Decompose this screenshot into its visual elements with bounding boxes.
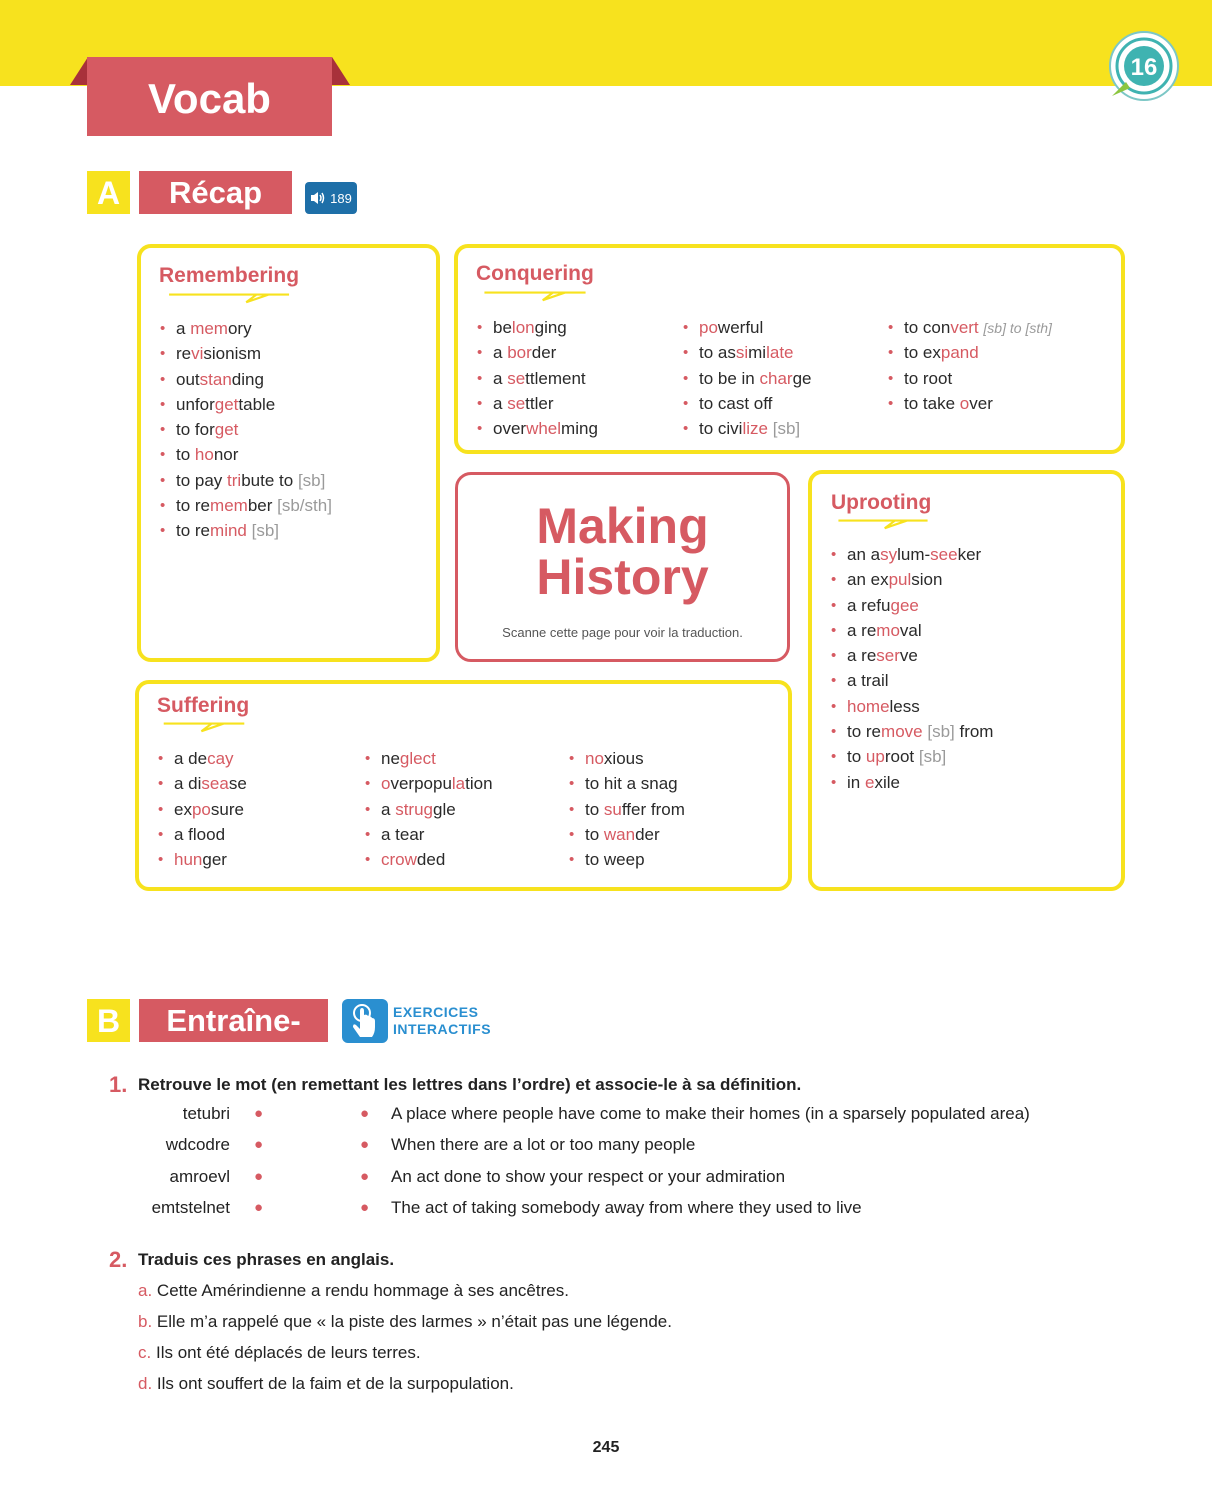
vocab-item [683, 340, 812, 365]
vocab-segment: a refu [847, 595, 891, 615]
vocab-segment: a re [847, 620, 877, 640]
vocab-segment: [sb] [983, 320, 1006, 336]
definition: A place where people have come to make their homes (in a sparsely populated area) [391, 1104, 1030, 1123]
exercise-1-number: 1. [109, 1072, 128, 1097]
vocab-segment: an a [847, 545, 881, 564]
vocab-item [477, 416, 598, 441]
vocab-segment: gle [432, 799, 456, 819]
vocab-tab-fold-left [70, 57, 88, 85]
vocab-segment: verpopu [390, 774, 452, 794]
vocab-segment: a re [847, 646, 877, 666]
vocab-segment: se [228, 774, 247, 794]
vocab-item [831, 744, 993, 769]
vocab-segment: to re [176, 521, 211, 541]
vocab-segment: [sb] [927, 722, 955, 742]
match-dot-left[interactable]: ● [254, 1199, 264, 1216]
remembering-list [160, 316, 332, 544]
vocab-segment: nor [213, 445, 239, 465]
exercise-2-number: 2. [109, 1247, 128, 1272]
vocab-segment: [sb] [918, 747, 947, 767]
vocab-segment: mi [748, 343, 767, 363]
translation-item [138, 1312, 672, 1332]
vocab-segment: lon [511, 318, 535, 337]
interactive-label-line1: EXERCICES [393, 1004, 479, 1020]
vocab-segment: a [381, 799, 396, 819]
vocab-segment: to take [904, 393, 960, 413]
item-text: Elle m’a rappelé que « la piste des larmes » n’était pas une légende. [156, 1312, 672, 1331]
vocab-segment: move [881, 722, 923, 742]
vocab-segment: get [214, 394, 239, 414]
vocab-segment: xious [603, 749, 644, 768]
vocab-segment: xile [874, 772, 900, 792]
scrambled-word: amroevl [169, 1167, 230, 1186]
vocab-segment: to [847, 747, 866, 767]
uprooting-title: Uprooting [831, 491, 932, 514]
suffering-list-col1 [158, 746, 247, 872]
conquering-underline [474, 290, 596, 302]
vocab-item [365, 822, 493, 847]
vocab-segment: o [381, 774, 391, 794]
vocab-segment: bor [507, 343, 532, 363]
remembering-underline [157, 292, 302, 304]
vocab-segment: ding [231, 369, 264, 389]
match-dot-right[interactable]: ● [360, 1105, 370, 1122]
vocab-segment: see [930, 545, 958, 564]
vocab-segment: tion [465, 774, 493, 794]
vocab-segment: mem [210, 496, 248, 516]
vocab-item [683, 416, 812, 441]
vocab-segment: bute to [241, 470, 298, 490]
vocab-item [888, 391, 1052, 416]
vocab-segment: val [899, 620, 922, 640]
scrambled-word: tetubri [182, 1104, 230, 1123]
vocab-item [569, 797, 685, 822]
translation-item [138, 1343, 421, 1363]
vocab-item [365, 847, 493, 872]
vocab-item [569, 771, 685, 796]
suffering-list-col3 [569, 746, 685, 872]
exercise-1-question: Retrouve le mot (en remettant les lettres dans l’ordre) et associe-le à sa définition. [138, 1075, 802, 1094]
vocab-segment: wan [603, 824, 636, 844]
vocab-segment: to re [847, 722, 882, 742]
vocab-item [683, 366, 812, 391]
vocab-segment: ded [416, 850, 446, 870]
vocab-item [158, 797, 247, 822]
vocab-item [888, 315, 1052, 340]
item-letter: b. [138, 1312, 153, 1331]
vocab-item [160, 316, 332, 341]
vocab-segment: ex [174, 799, 192, 819]
vocab-segment: mind [210, 521, 247, 541]
vocab-item [831, 719, 993, 744]
vocab-segment: se [507, 368, 526, 388]
vocab-segment: unfor [176, 394, 215, 414]
vocab-segment: ttler [525, 393, 554, 413]
vocab-segment: der [531, 343, 557, 363]
vocab-segment: ker [957, 545, 982, 564]
vocab-item [831, 770, 993, 795]
definition: An act done to show your respect or your admiration [391, 1167, 786, 1186]
interactive-exercises-button[interactable] [342, 999, 388, 1043]
vocab-segment: stan [199, 369, 232, 389]
section-a-title: Récap [139, 171, 292, 214]
vocab-segment: in [847, 772, 865, 792]
vocab-segment: an ex [847, 570, 889, 590]
vocab-segment: to civi [699, 419, 743, 439]
center-title-line1: Making [536, 498, 709, 554]
vocab-item [160, 417, 332, 442]
vocab-item [831, 593, 993, 618]
vocab-segment: to cast off [699, 393, 773, 413]
vocab-segment: a [493, 343, 508, 363]
vocab-segment: to con [904, 318, 951, 337]
remembering-title: Remembering [159, 264, 300, 287]
vocab-segment: to [585, 799, 604, 819]
vocab-segment: lum- [897, 545, 931, 564]
vocab-segment: e [864, 772, 875, 792]
unit-number-badge [1108, 30, 1180, 102]
vocab-segment: ser [876, 646, 900, 666]
vocab-segment: sionism [203, 344, 262, 364]
unit-number: 16 [1130, 54, 1158, 81]
vocab-segment: no [585, 749, 604, 768]
vocab-segment: ttlement [525, 368, 586, 388]
vocab-segment: [sb] [297, 470, 326, 490]
definition: When there are a lot or too many people [391, 1135, 696, 1154]
vocab-item [365, 746, 493, 771]
vocab-item [888, 366, 1052, 391]
vocab-segment: lize [742, 419, 768, 439]
vocab-segment: to be in [699, 368, 760, 388]
vocab-segment: [sb] [772, 419, 801, 439]
vocab-segment: home [847, 696, 890, 716]
vocab-segment: a [493, 393, 508, 413]
audio-track-number: 189 [330, 190, 352, 206]
speaker-icon [310, 191, 326, 205]
match-dot-left[interactable]: ● [254, 1168, 264, 1185]
match-dot-left[interactable]: ● [254, 1136, 264, 1153]
vocab-item [831, 618, 993, 643]
vocab-item [569, 847, 685, 872]
vocab-item [683, 391, 812, 416]
interactive-label-line2: INTERACTIFS [393, 1021, 492, 1037]
vocab-segment: to pay [176, 470, 228, 490]
exercise-2-question: Traduis ces phrases en anglais. [138, 1250, 395, 1269]
vocab-item [831, 694, 993, 719]
vocab-item [683, 315, 812, 340]
vocab-segment: der [635, 824, 660, 844]
vocab-segment: ging [534, 318, 567, 337]
center-title-line2: History [536, 549, 709, 605]
vocab-segment: ber [247, 496, 278, 516]
vocab-segment: ge [792, 368, 812, 388]
vocab-segment: vi [191, 344, 204, 364]
vocab-segment: out [176, 369, 200, 389]
vocab-item [477, 366, 598, 391]
vocab-segment: to hit a snag [585, 774, 678, 794]
audio-button[interactable] [305, 182, 357, 214]
vocab-title: Vocab [87, 57, 332, 136]
suffering-underline [155, 721, 253, 733]
vocab-item [158, 822, 247, 847]
vocab-segment: a tear [381, 824, 425, 844]
vocab-segment: sea [201, 774, 229, 794]
vocab-segment: to for [176, 420, 215, 440]
vocab-item [831, 643, 993, 668]
vocab-item [477, 340, 598, 365]
vocab-segment: la [451, 774, 466, 794]
vocab-item [477, 391, 598, 416]
vocab-item [158, 847, 247, 872]
vocab-item [160, 468, 332, 493]
vocab-segment: [sb/sth] [277, 496, 332, 516]
suffering-list-col2 [365, 746, 493, 872]
item-letter: d. [138, 1374, 153, 1393]
vocab-segment: sion [911, 570, 943, 590]
vocab-segment: root [884, 747, 919, 767]
vocab-item [569, 822, 685, 847]
uprooting-list [831, 542, 993, 795]
vocab-segment: werful [717, 318, 764, 337]
vocab-segment: up [865, 747, 885, 767]
match-dot-right[interactable]: ● [360, 1136, 370, 1153]
vocab-segment: a trail [847, 671, 889, 691]
vocab-item [569, 746, 685, 771]
conquering-list-col2 [683, 315, 812, 441]
vocab-segment: a de [174, 749, 208, 768]
vocab-segment: strug [395, 799, 433, 819]
match-dot-left[interactable]: ● [254, 1105, 264, 1122]
vocab-segment: over [493, 419, 527, 439]
vocab-segment: mem [190, 319, 228, 338]
scrambled-word: wdcodre [165, 1135, 230, 1154]
vocab-segment: to root [904, 368, 953, 388]
translation-item [138, 1281, 569, 1301]
vocab-item [831, 567, 993, 592]
vocab-segment: to weep [585, 850, 645, 870]
vocab-item [158, 746, 247, 771]
vocab-item [160, 392, 332, 417]
vocab-item [831, 668, 993, 693]
vocab-item [160, 442, 332, 467]
vocab-segment: sure [210, 799, 244, 819]
vocab-item [160, 518, 332, 543]
vocab-item [365, 797, 493, 822]
vocab-segment: to re [176, 496, 211, 516]
page-number: 245 [592, 1439, 620, 1456]
vocab-segment: get [214, 420, 239, 440]
making-history-box [455, 472, 790, 662]
vocab-segment: sy [880, 545, 898, 564]
vocab-segment: late [766, 343, 794, 363]
vocab-segment: whel [526, 419, 562, 439]
vocab-item [831, 542, 993, 567]
conquering-title: Conquering [476, 262, 594, 285]
vocab-item [160, 341, 332, 366]
vocab-segment: se [507, 393, 526, 413]
item-text: Ils ont souffert de la faim et de la surpopulation. [156, 1374, 514, 1393]
conquering-list-col1 [477, 315, 598, 441]
vocab-segment: ho [194, 445, 214, 465]
vocab-segment: ming [561, 419, 598, 439]
vocab-segment: cay [207, 749, 234, 768]
vocab-segment: re [176, 344, 192, 364]
vocab-item [477, 315, 598, 340]
item-letter: a. [138, 1281, 153, 1300]
vocab-segment: pand [940, 343, 979, 363]
vocab-segment: su [603, 799, 622, 819]
vocab-segment: po [699, 318, 718, 337]
match-dot-right[interactable]: ● [360, 1168, 370, 1185]
interactive-exercises-label[interactable] [393, 1004, 491, 1038]
definition: The act of taking somebody away from where they used to live [391, 1198, 862, 1217]
vocab-segment: a [493, 368, 508, 388]
vocab-segment: ory [227, 319, 252, 338]
vocab-segment: ffer from [621, 799, 685, 819]
section-b-letter: B [87, 999, 130, 1042]
vocab-segment: gee [890, 595, 919, 615]
vocab-segment: a [176, 319, 191, 338]
vocab-segment: glect [399, 749, 436, 768]
translation-item [138, 1374, 514, 1394]
item-letter: c. [138, 1343, 152, 1362]
vocab-segment: [sb] [251, 521, 280, 541]
vocab-segment: ver [969, 393, 993, 413]
vocab-segment: po [191, 799, 211, 819]
vocab-segment: a flood [174, 824, 226, 844]
vocab-segment: ger [202, 850, 227, 870]
vocab-segment: ve [899, 646, 918, 666]
vocab-segment: char [759, 368, 793, 388]
vocab-segment: to as [699, 343, 736, 363]
suffering-title: Suffering [157, 694, 250, 717]
item-text: Ils ont été déplacés de leurs terres. [155, 1343, 421, 1362]
vocab-tab-fold-right [332, 57, 350, 85]
vocab-segment: hun [174, 850, 203, 870]
vocab-segment: o [959, 393, 970, 413]
uprooting-underline [829, 518, 937, 530]
vocab-segment: pul [888, 570, 912, 590]
vocab-segment: be [493, 318, 512, 337]
section-a-letter: A [87, 171, 130, 214]
conquering-list-col3 [888, 315, 1052, 416]
vocab-item [160, 367, 332, 392]
vocab-segment: less [889, 696, 920, 716]
vocab-segment: mo [876, 620, 900, 640]
vocab-item [365, 771, 493, 796]
vocab-segment: table [238, 394, 276, 414]
item-text: Cette Amérindienne a rendu hommage à ses ancêtres. [156, 1281, 569, 1300]
vocab-segment: to ex [904, 343, 941, 363]
vocab-segment: tri [227, 470, 242, 490]
vocab-segment: to [1005, 320, 1026, 336]
match-dot-right[interactable]: ● [360, 1199, 370, 1216]
scrambled-word: emtstelnet [151, 1198, 230, 1217]
vocab-segment: ne [381, 749, 400, 768]
section-b-title: Entraîne-toi [139, 999, 328, 1042]
vocab-segment: to [585, 824, 604, 844]
vocab-segment: crow [381, 850, 417, 870]
vocab-segment: si [735, 343, 749, 363]
vocab-segment: [sth] [1025, 320, 1052, 336]
vocab-item [888, 340, 1052, 365]
vocab-segment: from [954, 722, 994, 742]
vocab-item [158, 771, 247, 796]
vocab-segment: vert [950, 318, 979, 337]
vocab-segment: to [176, 445, 195, 465]
vocab-segment: a di [174, 774, 202, 794]
scan-note: Scanne cette page pour voir la traduction. [502, 625, 743, 640]
vocab-item [160, 493, 332, 518]
touch-hand-icon [342, 999, 388, 1043]
